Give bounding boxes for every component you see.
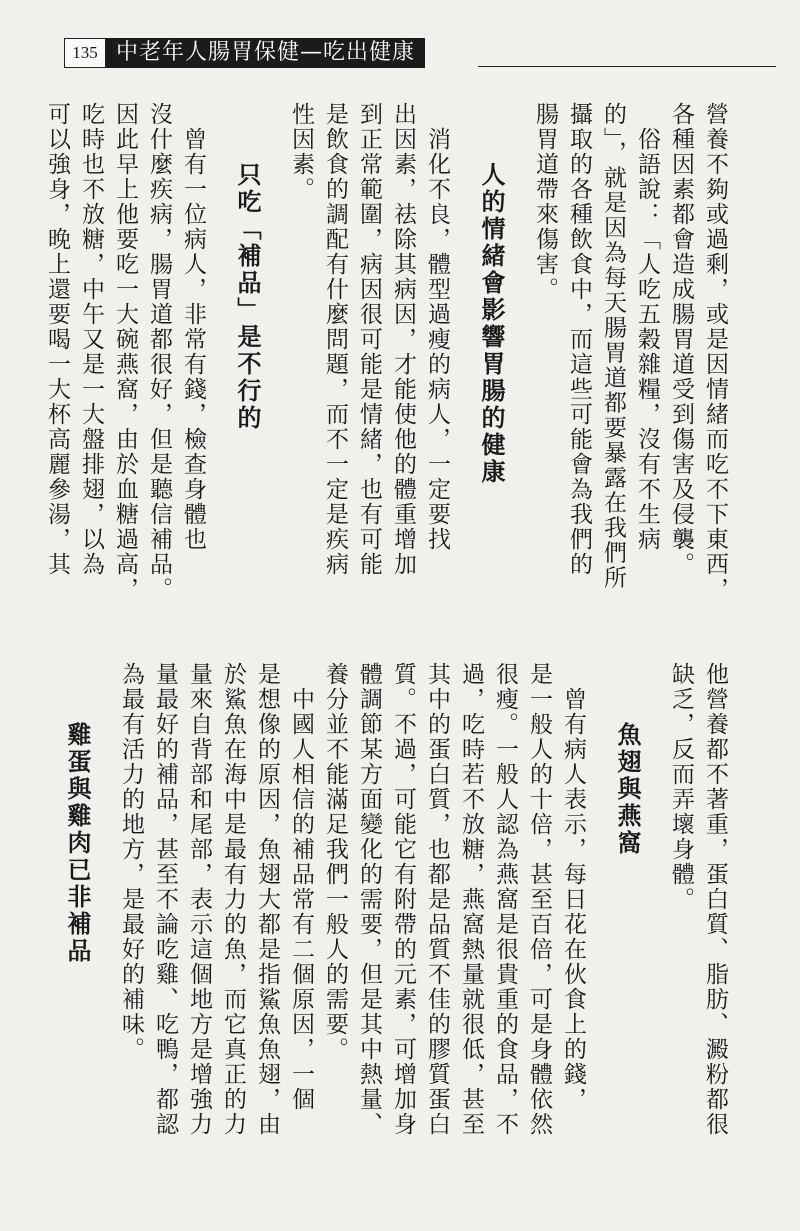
paragraph-line: 質。不過，可能它有附帶的元素，可增加身 bbox=[390, 662, 416, 1137]
paragraph-line: 為最有活力的地方，是最好的補味。 bbox=[118, 662, 144, 1062]
paragraph-line: 的」，就是因為每天腸胃道都要暴露在我們所 bbox=[600, 102, 626, 591]
paragraph-line: 中國人相信的補品常有二個原因，一個 bbox=[288, 662, 314, 1112]
paragraph-line: 消化不良，體型過瘦的病人，一定要找 bbox=[424, 102, 450, 552]
section-heading: 人的情緒會影響胃腸的健康 bbox=[477, 162, 505, 486]
paragraph-line: 曾有病人表示，每日花在伙食上的錢， bbox=[560, 662, 586, 1112]
paragraph-line: 是飲食的調配有什麼問題，而不一定是疾病 bbox=[322, 102, 348, 577]
paragraph-line: 量來自背部和尾部，表示這個地方是增強力 bbox=[186, 662, 212, 1137]
paragraph-line: 量最好的補品，甚至不論吃雞、吃鴨，都認 bbox=[152, 662, 178, 1137]
paragraph-line: 腸胃道帶來傷害。 bbox=[532, 102, 558, 302]
paragraph-line: 體調節某方面變化的需要，但是其中熱量、 bbox=[356, 662, 382, 1137]
paragraph-line: 於鯊魚在海中是最有力的魚，而它真正的力 bbox=[220, 662, 246, 1137]
paragraph-line: 缺乏，反而弄壞身體。 bbox=[668, 662, 694, 912]
paragraph-line: 是一般人的十倍，甚至百倍，可是身體依然 bbox=[526, 662, 552, 1137]
paragraph-line: 出因素，祛除其病因，才能使他的體重增加 bbox=[390, 102, 416, 577]
paragraph-line: 養分並不能滿足我們一般人的需要。 bbox=[322, 662, 348, 1062]
paragraph-line: 俗語說：「人吃五穀雜糧，沒有不生病 bbox=[634, 102, 660, 552]
paragraph-line: 攝取的各種飲食中，而這些可能會為我們的 bbox=[566, 102, 592, 577]
section-heading: 魚翅與燕窩 bbox=[613, 722, 641, 857]
paragraph-line: 因此早上他要吃一大碗燕窩，由於血糖過高， bbox=[112, 102, 138, 602]
paragraph-line: 到正常範圍，病因很可能是情緒，也有可能 bbox=[356, 102, 382, 577]
paragraph-line: 很瘦。一般人認為燕窩是很貴重的食品，不 bbox=[492, 662, 518, 1137]
book-title: 中老年人腸胃保健—吃出健康 bbox=[106, 38, 425, 68]
section-heading: 雞蛋與雞肉已非補品 bbox=[63, 722, 91, 965]
section-heading: 只吃「補品」是不行的 bbox=[233, 162, 261, 432]
paragraph-line: 是想像的原因，魚翅大都是指鯊魚魚翅，由 bbox=[254, 662, 280, 1137]
paragraph-line: 各種因素都會造成腸胃道受到傷害及侵襲。 bbox=[668, 102, 694, 577]
page-number: 135 bbox=[64, 38, 106, 68]
paragraph-line: 沒什麼疾病，腸胃道都很好，但是聽信補品。 bbox=[146, 102, 172, 602]
lower-text-block bbox=[60, 662, 732, 1137]
paragraph-line: 吃時也不放糖，中午又是一大盤排翅，以為 bbox=[78, 102, 104, 577]
upper-text-block bbox=[40, 102, 732, 602]
paragraph-line: 性因素。 bbox=[288, 102, 314, 202]
paragraph-line: 營養不夠或過剩，或是因情緒而吃不下東西， bbox=[702, 102, 728, 602]
paragraph-line: 曾有一位病人，非常有錢，檢查身體也 bbox=[180, 102, 206, 552]
page-header bbox=[64, 38, 425, 68]
paragraph-line: 其中的蛋白質，也都是品質不佳的膠質蛋白 bbox=[424, 662, 450, 1137]
paragraph-line: 過，吃時若不放糖，燕窩熱量就很低，甚至 bbox=[458, 662, 484, 1137]
header-rule bbox=[478, 66, 776, 67]
paragraph-line: 可以強身，晚上還要喝一大杯高麗參湯，其 bbox=[44, 102, 70, 577]
paragraph-line: 他營養都不著重，蛋白質、脂肪、澱粉都很 bbox=[702, 662, 728, 1137]
